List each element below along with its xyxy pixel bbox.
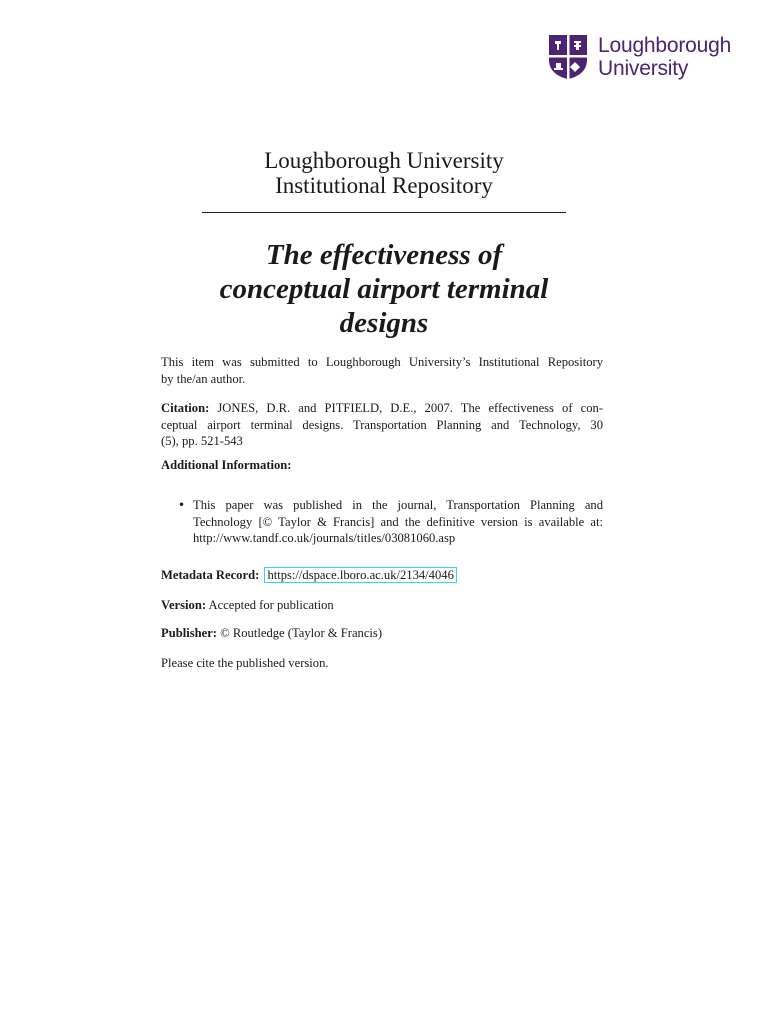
- additional-line-3: http://www.tandf.co.uk/journals/titles/03081060.asp: [193, 531, 456, 545]
- logo-wordmark: [598, 34, 731, 80]
- citation-paragraph: [161, 400, 603, 450]
- repository-heading: [0, 148, 768, 198]
- citation-line-2: ceptual airport terminal designs. Transportation Planning and Technology, 30: [161, 417, 603, 432]
- metadata-label: Metadata Record:: [161, 568, 260, 582]
- intro-paragraph: [161, 354, 603, 387]
- paper-title-line-3: designs: [339, 307, 429, 339]
- intro-line-1: This item was submitted to Loughborough University’s Institutional Repository: [161, 355, 603, 369]
- cite-note-text: Please cite the published version.: [161, 656, 329, 670]
- bullet-icon: •: [178, 498, 186, 512]
- metadata-link[interactable]: https://dspace.lboro.ac.uk/2134/4046: [264, 567, 456, 583]
- citation-label: Citation:: [161, 401, 210, 415]
- publisher-label: Publisher:: [161, 626, 217, 640]
- citation-line-1: [161, 400, 603, 417]
- version-label: Version:: [161, 598, 207, 612]
- intro-line-2: by the/an author.: [161, 371, 246, 386]
- cite-note: [161, 655, 603, 672]
- paper-title-line-1: The effectiveness of: [265, 239, 503, 271]
- citation-line-3: (5), pp. 521-543: [161, 434, 243, 448]
- additional-info-label: Additional Information:: [161, 458, 292, 472]
- publisher-row: [161, 625, 603, 642]
- additional-info-item: [193, 497, 603, 547]
- crest-icon: [548, 34, 588, 80]
- additional-line-1: This paper was published in the journal, Transportation Planning and: [193, 498, 603, 512]
- metadata-record: [161, 567, 603, 584]
- paper-title: [0, 238, 768, 340]
- logo-line-2: University: [598, 57, 689, 80]
- additional-line-2: Technology [© Taylor & Francis] and the definitive version is available at:: [193, 514, 603, 529]
- logo-line-1: Loughborough: [598, 34, 732, 57]
- version-value: Accepted for publication: [208, 598, 334, 612]
- title-divider: [202, 212, 566, 213]
- citation-text-1: JONES, D.R. and PITFIELD, D.E., 2007. The effectiveness of con-: [217, 401, 603, 415]
- paper-title-line-2: conceptual airport terminal: [219, 273, 549, 305]
- version-row: [161, 597, 603, 614]
- additional-info-heading: [161, 457, 603, 474]
- repository-heading-line-2: Institutional Repository: [275, 173, 493, 198]
- publisher-value: © Routledge (Taylor & Francis): [220, 626, 383, 640]
- repository-heading-line-1: Loughborough University: [264, 148, 504, 173]
